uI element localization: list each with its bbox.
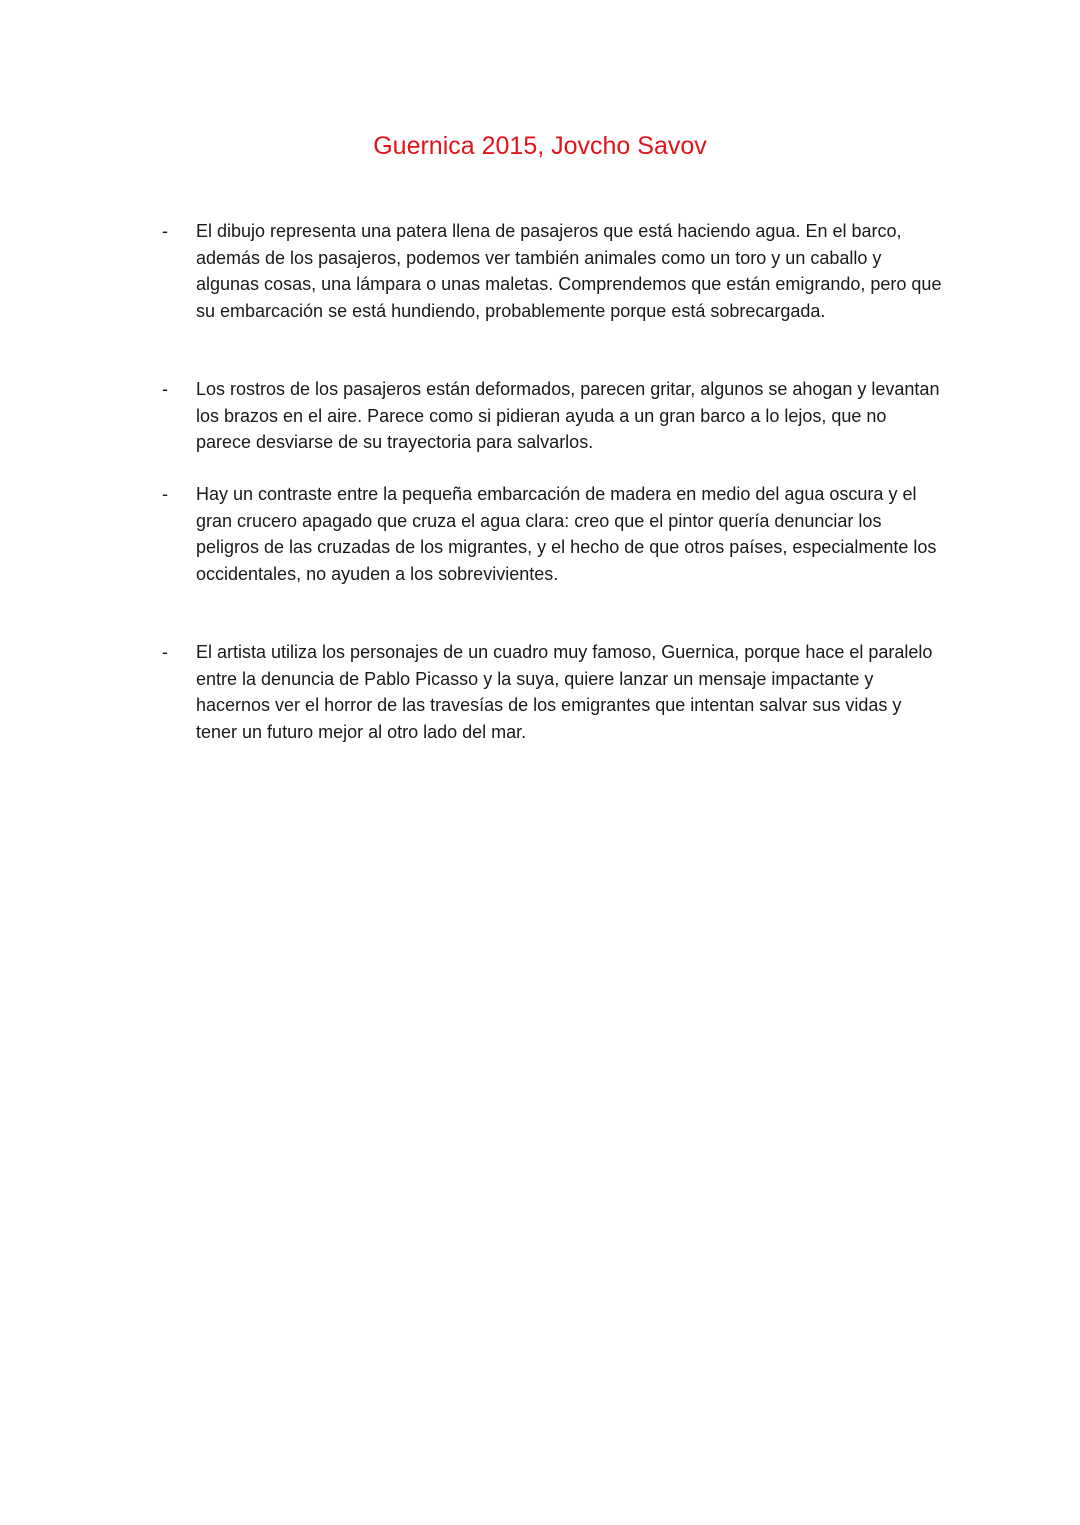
paragraph-text: El dibujo representa una patera llena de pasajeros que está haciendo agua. En el barco, además de los pasajeros, podemos ver también animales como un toro y un caballo y algunas cosas, una lámpara o unas maletas. Comprendemos que están emigrando, pero que su embarcación se está hundiendo, probablemente porque está sobrecargada. (196, 221, 942, 321)
bullet-marker: - (162, 642, 168, 662)
bullet-marker: - (162, 379, 168, 399)
bullet-marker: - (162, 484, 168, 504)
bullet-marker: - (162, 221, 168, 241)
paragraph-text: El artista utiliza los personajes de un cuadro muy famoso, Guernica, porque hace el paralelo entre la denuncia de Pablo Picasso y la suya, quiere lanzar un mensaje impactante y hacernos ver el horror de las travesías de los emigrantes que intentan salvar sus vidas y tener un futuro mejor al otro lado del mar. (196, 642, 933, 742)
paragraph-text: Los rostros de los pasajeros están deformados, parecen gritar, algunos se ahogan y levantan los brazos en el aire. Parece como si pidieran ayuda a un gran barco a lo lejos, que no parece desviarse de su trayectoria para salvarlos. (196, 379, 940, 452)
paragraph-text: Hay un contraste entre la pequeña embarcación de madera en medio del agua oscura y el gran crucero apagado que cruza el agua clara: creo que el pintor quería denunciar los peligros de las cruzadas de los migrantes, y el hecho de que otros países, especialmente los occidentales, no ayuden a los sobrevivientes. (196, 484, 937, 584)
document-title: Guernica 2015, Jovcho Savov (373, 132, 707, 160)
